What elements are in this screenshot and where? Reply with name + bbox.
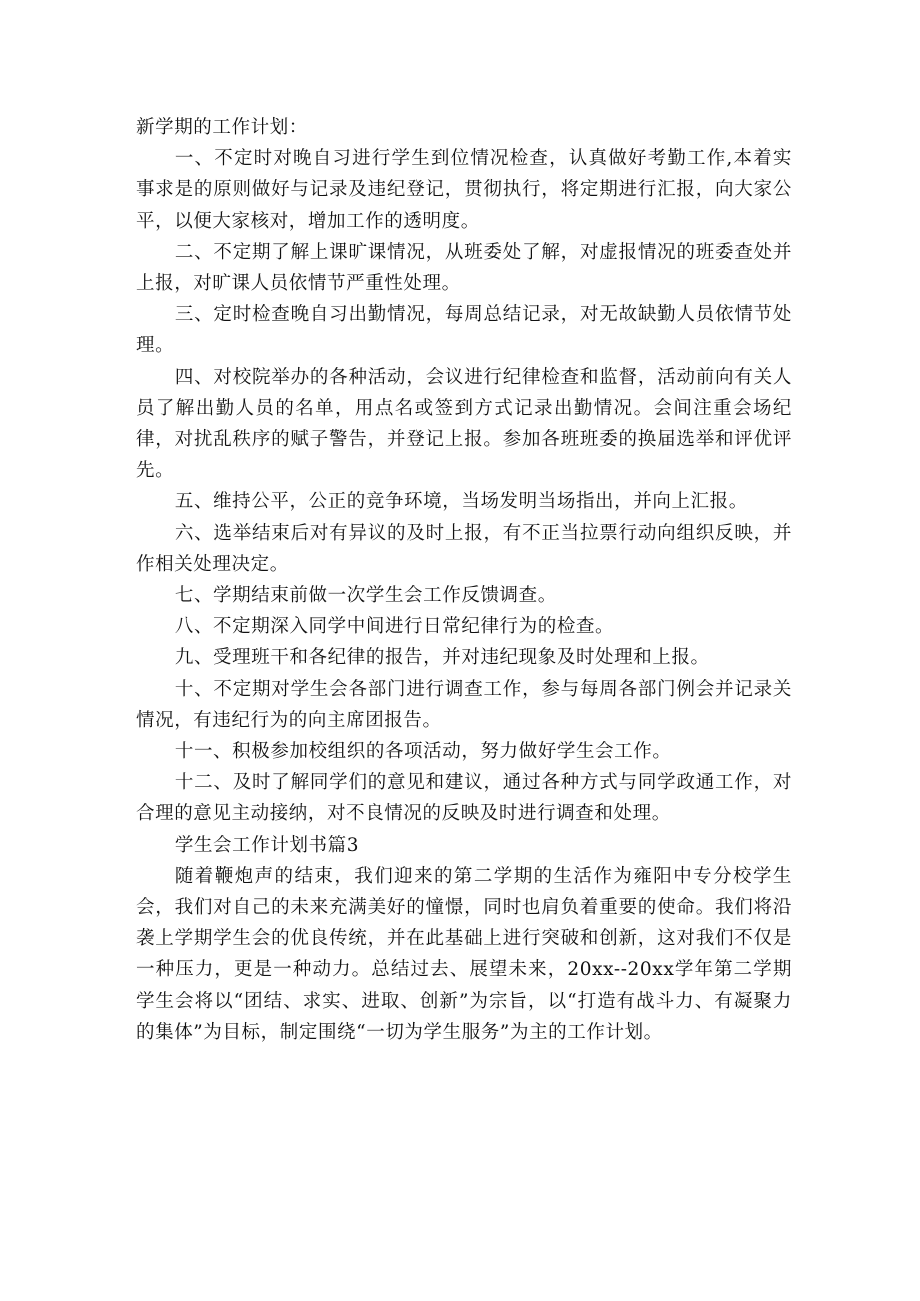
plan-item-3: 三、定时检查晚自习出勤情况，每周总结记录，对无故缺勤人员依情节处理。: [136, 304, 792, 357]
document-body: [136, 112, 792, 1048]
section-heading: 学生会工作计划书篇3: [174, 834, 360, 856]
plan-item-8: 八、不定期深入同学中间进行日常纪律行为的检查。: [174, 616, 615, 638]
section-paragraph: 随着鞭炮声的结束，我们迎来的第二学期的生活作为雍阳中专分校学生会，我们对自己的未来充满美好的憧憬，同时也肩负着重要的使命。我们将沿袭上学期学生会的优良传统，并在此基础上进行突破和创新，这对我们不仅是一种压力，更是一种动力。总结过去、展望未来，20xx--20xx学年第二学期学生会将以“团结、求实、进取、创新”为宗旨，以“打造有战斗力、有凝聚力的集体”为目标，制定围绕“一切为学生服务”为主的工作计划。: [136, 865, 792, 1043]
plan-item-9: 九、受理班干和各纪律的报告，并对违纪现象及时处理和上报。: [174, 647, 710, 669]
plan-item-12: 十二、及时了解同学们的意见和建议，通过各种方式与同学政通工作，对合理的意见主动接纳，对不良情况的反映及时进行调查和处理。: [136, 772, 792, 825]
plan-item-2: 二、不定期了解上课旷课情况，从班委处了解，对虚报情况的班委查处并上报，对旷课人员依情节严重性处理。: [136, 241, 792, 295]
plan-item-5: 五、维持公平，公正的竞争环境，当场发明当场指出，并向上汇报。: [174, 491, 748, 513]
plan-item-4: 四、对校院举办的各种活动，会议进行纪律检查和监督，活动前向有关人员了解出勤人员的名单，用点名或签到方式记录出勤情况。会间注重会场纪律，对扰乱秩序的赋子警告，并登记上报。参加各班班委的换届选举和评优评先。: [136, 366, 792, 482]
plan-item-7: 七、学期结束前做一次学生会工作反馈调查。: [174, 585, 557, 607]
plan-item-11: 十一、积极参加校组织的各项活动，努力做好学生会工作。: [174, 741, 672, 763]
plan-item-1: 一、不定时对晚自习进行学生到位情况检查，认真做好考勤工作,本着实事求是的原则做好与记录及违纪登记，贯彻执行，将定期进行汇报，向大家公平，以便大家核对，增加工作的透明度。: [136, 148, 792, 232]
intro-heading: 新学期的工作计划：: [136, 117, 308, 138]
plan-item-6: 六、选举结束后对有异议的及时上报，有不正当拉票行动向组织反映，并作相关处理决定。: [136, 522, 792, 575]
plan-item-10: 十、不定期对学生会各部门进行调查工作，参与每周各部门例会并记录关情况，有违纪行为的向主席团报告。: [136, 678, 792, 731]
